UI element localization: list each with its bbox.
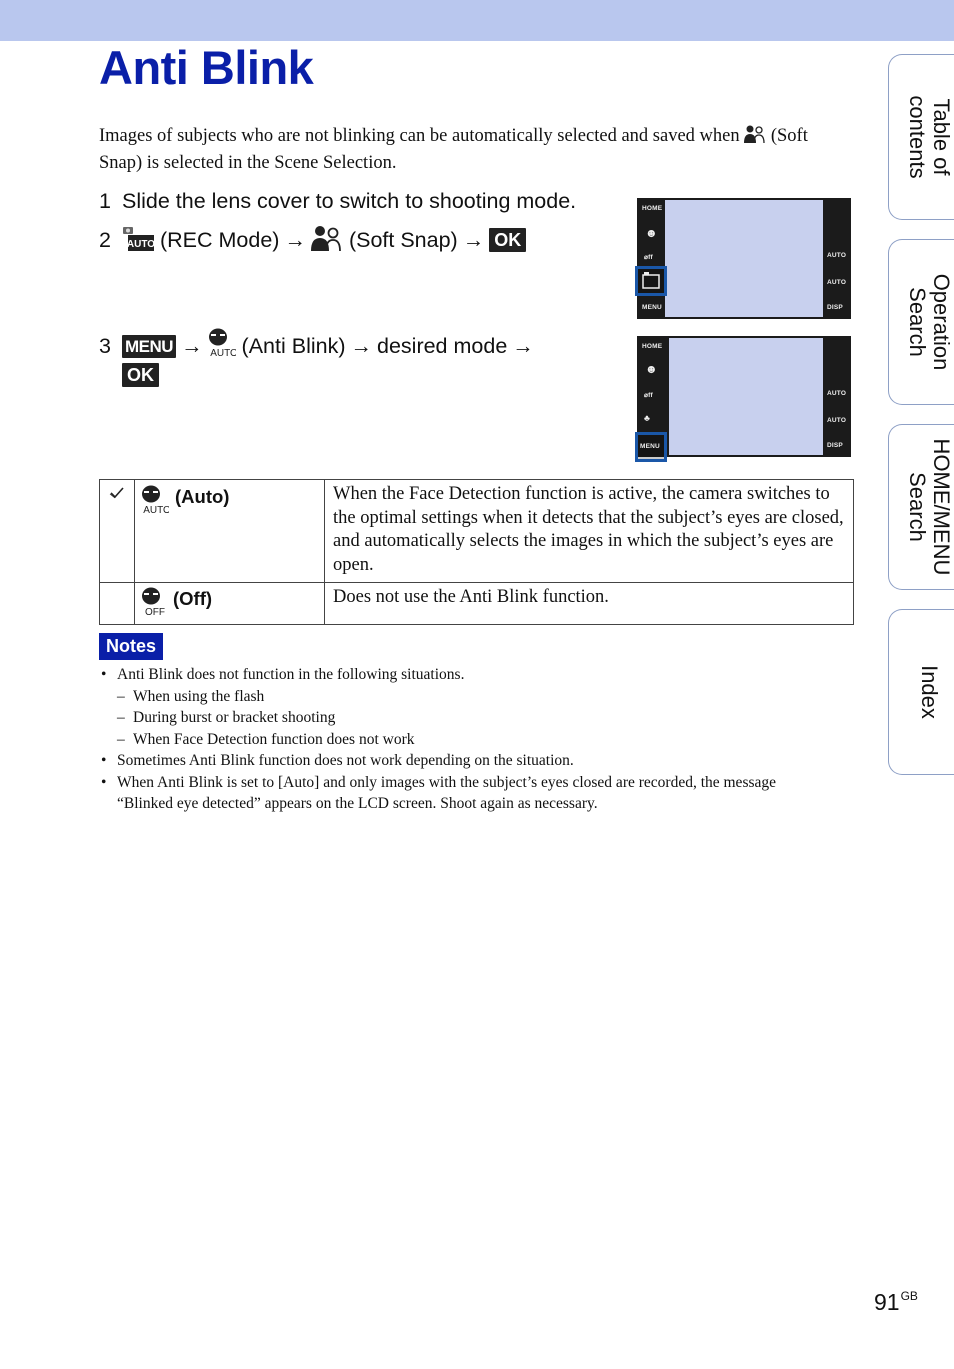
arrow-icon: → bbox=[512, 334, 534, 358]
mode-cell bbox=[135, 480, 325, 583]
lcd-menu-label: MENU bbox=[642, 304, 662, 311]
step-number: 2 bbox=[99, 228, 111, 252]
arrow-icon: → bbox=[181, 334, 203, 358]
page-suffix: GB bbox=[900, 1289, 918, 1303]
anti-blink-auto-icon bbox=[208, 328, 236, 364]
soft-snap-icon bbox=[744, 124, 766, 151]
arrow-icon: → bbox=[284, 228, 306, 252]
anti-blink-off-icon bbox=[141, 587, 167, 622]
lcd-redeye-auto-label: AUTO bbox=[827, 417, 847, 424]
anti-blink-label: (Anti Blink) bbox=[241, 334, 346, 358]
lcd-menu-selected bbox=[635, 432, 667, 462]
rec-mode-label: (REC Mode) bbox=[159, 228, 280, 252]
lcd-redeye-auto-label: AUTO bbox=[827, 279, 847, 286]
tab-label: Table of contents bbox=[904, 95, 954, 179]
tab-label: Operation Search bbox=[904, 273, 954, 371]
soft-snap-icon bbox=[311, 224, 343, 258]
intro-paragraph bbox=[99, 124, 854, 175]
icon-sub-label: AUTO bbox=[143, 505, 169, 515]
default-mark-cell bbox=[100, 583, 135, 625]
lcd-screen-rec-mode bbox=[637, 198, 851, 319]
arrow-icon: → bbox=[350, 334, 372, 358]
top-band bbox=[0, 0, 954, 41]
lcd-disp-label: DISP bbox=[827, 304, 843, 311]
list-item: – When using the flash bbox=[99, 686, 829, 708]
page-title: Anti Blink bbox=[99, 41, 314, 94]
checkmark-icon bbox=[109, 486, 125, 500]
lcd-display-area bbox=[665, 200, 823, 317]
ok-button-icon: OK bbox=[122, 363, 159, 387]
lcd-flash-auto-label: AUTO bbox=[827, 390, 847, 397]
table-row bbox=[100, 583, 854, 625]
tab-operation-search[interactable] bbox=[888, 239, 954, 405]
mode-description: When the Face Detection function is active, the camera switches to the optimal settings when it detects that the subject’s eyes are closed, and automatically selects the images in which the subject’s eyes are open. bbox=[325, 480, 854, 583]
step-3 bbox=[99, 328, 539, 364]
step-number: 1 bbox=[99, 189, 111, 213]
lcd-flash-auto-label: AUTO bbox=[827, 252, 847, 259]
lcd-display-area bbox=[669, 338, 823, 455]
mode-label: (Off) bbox=[173, 588, 213, 609]
lcd-disp-label: DISP bbox=[827, 442, 843, 449]
step-3-ok bbox=[122, 363, 159, 388]
lcd-home-label: HOME bbox=[642, 205, 663, 212]
tab-table-of-contents[interactable] bbox=[888, 54, 954, 220]
ok-button-icon: OK bbox=[489, 228, 526, 252]
icon-sub-label: OFF bbox=[145, 607, 165, 617]
lcd-home-label: HOME bbox=[642, 343, 663, 350]
list-item: • Anti Blink does not function in the following situations. bbox=[99, 664, 829, 686]
rec-mode-auto-icon bbox=[122, 224, 154, 258]
list-item: – When Face Detection function does not work bbox=[99, 729, 829, 751]
lcd-screen-menu bbox=[637, 336, 851, 457]
mode-description: Does not use the Anti Blink function. bbox=[325, 583, 854, 625]
intro-text-start: Images of subjects who are not blinking can be automatically selected and saved when bbox=[99, 126, 740, 146]
tab-label: Index bbox=[916, 665, 942, 719]
tab-label: HOME/MENU Search bbox=[904, 438, 954, 576]
tab-home-menu-search[interactable] bbox=[888, 424, 954, 590]
mode-cell bbox=[135, 583, 325, 625]
step-2 bbox=[99, 224, 526, 258]
lcd-anti-blink-icon: ⌀ff bbox=[644, 392, 653, 399]
arrow-icon: → bbox=[462, 228, 485, 252]
list-item: • When Anti Blink is set to [Auto] and only images with the subject’s eyes closed are recorded, the message “Blinked eye detected” appears on the LCD screen. Shoot again as necessary. bbox=[99, 772, 829, 815]
lcd-menu-label: MENU bbox=[640, 443, 660, 450]
anti-blink-auto-icon bbox=[141, 485, 169, 520]
mode-table bbox=[99, 479, 854, 625]
list-item: • Sometimes Anti Blink function does not work depending on the situation. bbox=[99, 750, 829, 772]
list-item: – During burst or bracket shooting bbox=[99, 707, 829, 729]
mode-label: (Auto) bbox=[175, 486, 230, 507]
lcd-soft-snap-icon: ♣ bbox=[644, 413, 651, 423]
lcd-smile-icon: ☻ bbox=[645, 226, 658, 240]
intro-text-end: (Soft Snap) is selected in the Scene Selection. bbox=[99, 126, 808, 173]
lcd-anti-blink-icon: ⌀ff bbox=[644, 254, 653, 261]
step-number: 3 bbox=[99, 334, 111, 358]
svg-text:AUTO: AUTO bbox=[209, 348, 236, 358]
notes-label: Notes bbox=[99, 633, 163, 660]
svg-text:AUTO: AUTO bbox=[126, 239, 154, 250]
soft-snap-label: (Soft Snap) bbox=[348, 228, 458, 252]
tab-index[interactable] bbox=[888, 609, 954, 775]
menu-button-icon: MENU bbox=[122, 335, 176, 358]
notes-list bbox=[99, 664, 829, 815]
default-mark-cell bbox=[100, 480, 135, 583]
desired-mode-label: desired mode bbox=[377, 334, 508, 358]
lcd-smile-icon: ☻ bbox=[645, 362, 658, 376]
page-number: $91^{GB}$ bbox=[874, 1289, 918, 1315]
lcd-rec-mode-selected bbox=[635, 266, 667, 296]
step-text: Slide the lens cover to switch to shooting mode. bbox=[122, 189, 577, 213]
table-row bbox=[100, 480, 854, 583]
step-1 bbox=[99, 189, 576, 214]
